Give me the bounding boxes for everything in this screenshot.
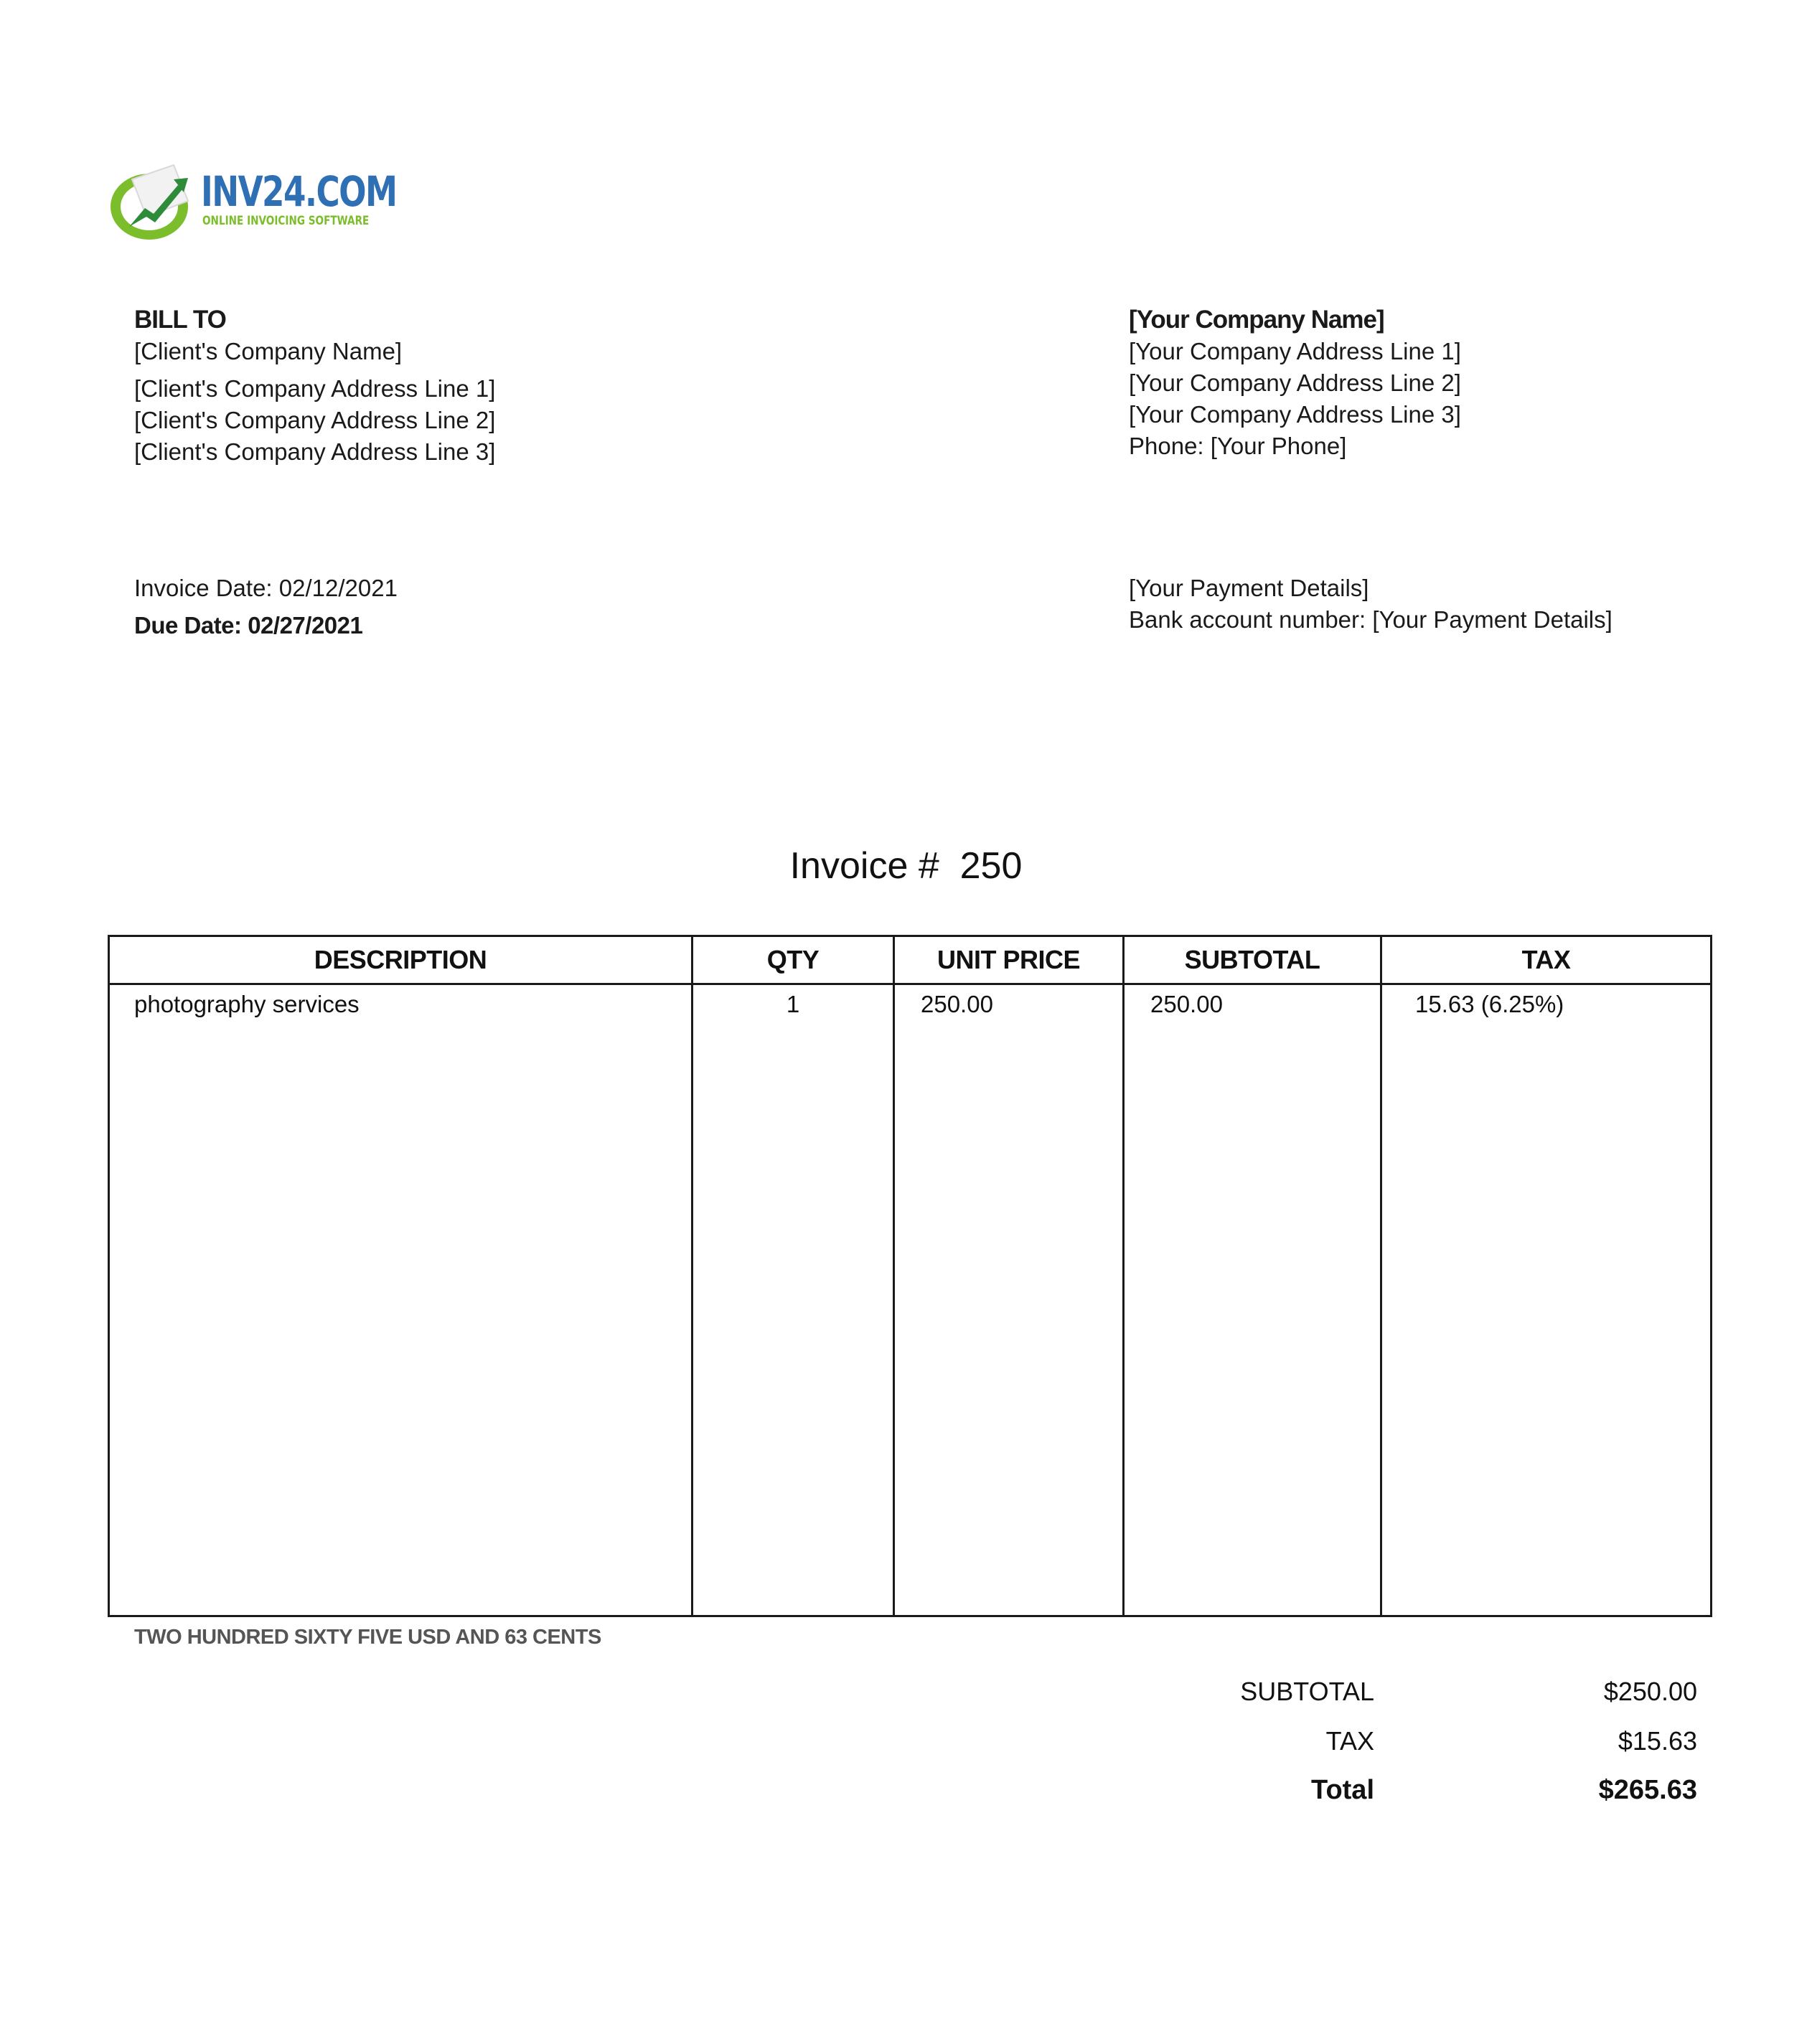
company-phone: Phone: [Your Phone] — [1129, 433, 1347, 459]
subtotal-value: $250.00 — [1603, 1677, 1697, 1706]
cell-unit-price — [894, 984, 1124, 1616]
bill-to-heading: BILL TO — [134, 306, 226, 334]
item-qty: 1 — [786, 991, 800, 1017]
logo-tagline: ONLINE INVOICING SOFTWARE — [202, 214, 370, 228]
header-qty: QTY — [693, 936, 894, 984]
due-date: Due Date: 02/27/2021 — [134, 612, 363, 639]
subtotal-label: SUBTOTAL — [1240, 1677, 1374, 1706]
table-row — [109, 984, 1712, 1616]
item-unit-price: 250.00 — [921, 991, 993, 1017]
company-name: [Your Company Name] — [1129, 306, 1384, 334]
company-address-line: [Your Company Address Line 1] — [1129, 338, 1461, 364]
client-company-name: [Client's Company Name] — [134, 338, 403, 364]
total-label: Total — [1311, 1775, 1374, 1805]
payment-details: [Your Payment Details] — [1129, 575, 1369, 601]
client-address-line: [Client's Company Address Line 2] — [134, 407, 496, 433]
company-address-line: [Your Company Address Line 3] — [1129, 401, 1461, 428]
company-block — [1129, 304, 1461, 462]
payment-block — [1129, 573, 1613, 636]
cell-subtotal — [1124, 984, 1381, 1616]
bill-to-block — [134, 304, 495, 468]
inv24-logo-icon — [108, 158, 201, 244]
company-address-line: [Your Company Address Line 2] — [1129, 369, 1461, 396]
item-tax: 15.63 (6.25%) — [1415, 991, 1564, 1017]
invoice-date: Invoice Date: 02/12/2021 — [134, 575, 398, 601]
total-value: $265.63 — [1598, 1775, 1697, 1805]
items-table — [108, 935, 1712, 1617]
dates-block — [134, 573, 398, 641]
cell-description — [109, 984, 693, 1616]
header-description: DESCRIPTION — [109, 936, 693, 984]
table-header-row — [109, 936, 1712, 984]
amount-in-words: TWO HUNDRED SIXTY FIVE USD AND 63 CENTS — [134, 1626, 601, 1649]
cell-tax — [1381, 984, 1712, 1616]
header-tax: TAX — [1381, 936, 1712, 984]
header-subtotal: SUBTOTAL — [1124, 936, 1381, 984]
header-unit-price: UNIT PRICE — [894, 936, 1124, 984]
logo-name: INV24.COM — [201, 167, 397, 216]
item-subtotal: 250.00 — [1150, 991, 1223, 1017]
bank-account: Bank account number: [Your Payment Details] — [1129, 606, 1613, 633]
client-address-line: [Client's Company Address Line 1] — [134, 375, 496, 402]
cell-qty — [693, 984, 894, 1616]
invoice-title: Invoice # 250 — [789, 845, 1023, 887]
tax-value: $15.63 — [1618, 1726, 1697, 1756]
item-description: photography services — [134, 991, 360, 1017]
client-address-line: [Client's Company Address Line 3] — [134, 438, 496, 465]
tax-label: TAX — [1325, 1726, 1374, 1756]
